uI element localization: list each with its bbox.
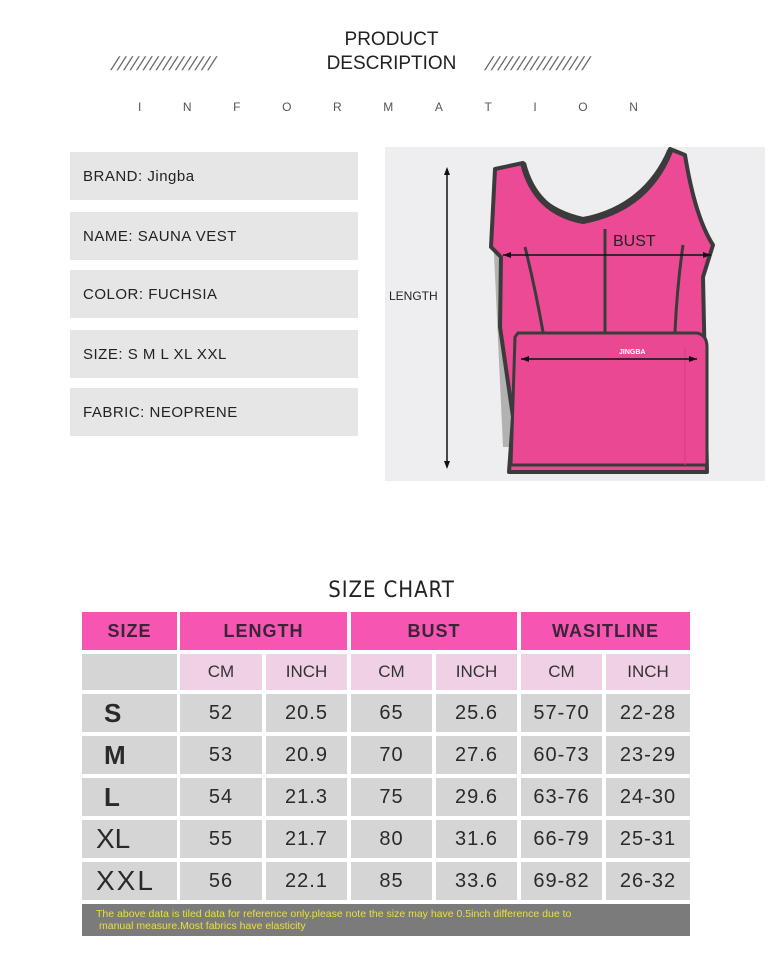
table-cell: 25-31 xyxy=(606,820,690,858)
svg-text:JINGBA: JINGBA xyxy=(619,349,646,356)
length-label: LENGTH xyxy=(389,289,438,303)
subtitle-letter: M xyxy=(383,100,394,114)
subtitle-letter: O xyxy=(578,100,588,114)
header-waistline: WASITLINE xyxy=(521,612,690,650)
spec-value: Jingba xyxy=(147,167,195,185)
table-cell: 21.7 xyxy=(266,820,347,858)
row-size-m: M xyxy=(82,736,177,774)
subheader-waist-cm: CM xyxy=(521,654,602,690)
table-cell: 21.3 xyxy=(266,778,347,816)
subtitle-letter: N xyxy=(629,100,638,114)
table-cell: 23-29 xyxy=(606,736,690,774)
table-cell: 63-76 xyxy=(521,778,602,816)
spec-label: BRAND: xyxy=(83,167,143,185)
table-cell: 26-32 xyxy=(606,862,690,900)
subtitle-letter: T xyxy=(484,100,492,114)
subtitle-letter: I xyxy=(138,100,142,114)
spec-value: FUCHSIA xyxy=(148,285,218,303)
subheader-bust-inch: INCH xyxy=(436,654,517,690)
table-cell: 66-79 xyxy=(521,820,602,858)
spec-color xyxy=(70,270,358,318)
table-cell: 25.6 xyxy=(436,694,517,732)
row-size-xxl: XXL xyxy=(82,862,177,900)
table-cell: 75 xyxy=(351,778,432,816)
subtitle-letter: N xyxy=(182,100,192,114)
spec-value: NEOPRENE xyxy=(149,403,238,421)
table-cell: 60-73 xyxy=(521,736,602,774)
subtitle-letter: I xyxy=(533,100,537,114)
spec-size xyxy=(70,330,358,378)
subheader-length-cm: CM xyxy=(180,654,262,690)
subtitle-letter: A xyxy=(434,100,443,114)
decor-slashes-left: //////////////// xyxy=(110,54,218,75)
note-line-2: manual measure.Most fabrics have elasticity xyxy=(99,920,306,932)
spec-label: NAME: xyxy=(83,227,134,245)
table-cell: 24-30 xyxy=(606,778,690,816)
table-cell: 54 xyxy=(180,778,262,816)
row-size-l: L xyxy=(82,778,177,816)
table-cell: 69-82 xyxy=(521,862,602,900)
table-cell: 20.5 xyxy=(266,694,347,732)
table-cell: 31.6 xyxy=(436,820,517,858)
subtitle-letter: F xyxy=(233,100,241,114)
table-cell: 65 xyxy=(351,694,432,732)
subheader-waist-inch: INCH xyxy=(606,654,690,690)
spec-value: S M L XL XXL xyxy=(127,345,227,363)
spec-label: FABRIC: xyxy=(83,403,145,421)
spec-brand xyxy=(70,152,358,200)
table-cell: 70 xyxy=(351,736,432,774)
spec-value: SAUNA VEST xyxy=(137,227,237,245)
subheader-blank xyxy=(82,654,177,690)
note-line-1: The above data is tiled data for reference only.please note the size may have 0.5inch difference due to xyxy=(96,908,572,920)
table-cell: 52 xyxy=(180,694,262,732)
table-cell: 56 xyxy=(180,862,262,900)
table-cell: 55 xyxy=(180,820,262,858)
information-subtitle xyxy=(138,100,638,114)
header-bust: BUST xyxy=(351,612,517,650)
size-chart-title: SIZE CHART xyxy=(328,578,455,603)
table-cell: 22-28 xyxy=(606,694,690,732)
product-image xyxy=(385,147,765,481)
size-chart-note xyxy=(82,904,690,936)
row-size-xl: XL xyxy=(82,820,177,858)
table-cell: 22.1 xyxy=(266,862,347,900)
header-size: SIZE xyxy=(82,612,177,650)
table-cell: 20.9 xyxy=(266,736,347,774)
subheader-length-inch: INCH xyxy=(266,654,347,690)
table-cell: 33.6 xyxy=(436,862,517,900)
spec-label: SIZE: xyxy=(83,345,124,363)
table-cell: 57-70 xyxy=(521,694,602,732)
spec-label: COLOR: xyxy=(83,285,144,303)
bust-label: BUST xyxy=(613,233,656,250)
header-length: LENGTH xyxy=(180,612,347,650)
subtitle-letter: O xyxy=(282,100,292,114)
decor-slashes-right: //////////////// xyxy=(484,54,592,75)
table-cell: 85 xyxy=(351,862,432,900)
spec-fabric xyxy=(70,388,358,436)
table-cell: 27.6 xyxy=(436,736,517,774)
subheader-bust-cm: CM xyxy=(351,654,432,690)
table-cell: 29.6 xyxy=(436,778,517,816)
table-cell: 80 xyxy=(351,820,432,858)
spec-name xyxy=(70,212,358,260)
subtitle-letter: R xyxy=(333,100,342,114)
vest-illustration xyxy=(385,147,765,481)
row-size-s: S xyxy=(82,694,177,732)
table-cell: 53 xyxy=(180,736,262,774)
title-product: PRODUCT xyxy=(344,29,439,50)
title-description: DESCRIPTION xyxy=(326,53,457,74)
